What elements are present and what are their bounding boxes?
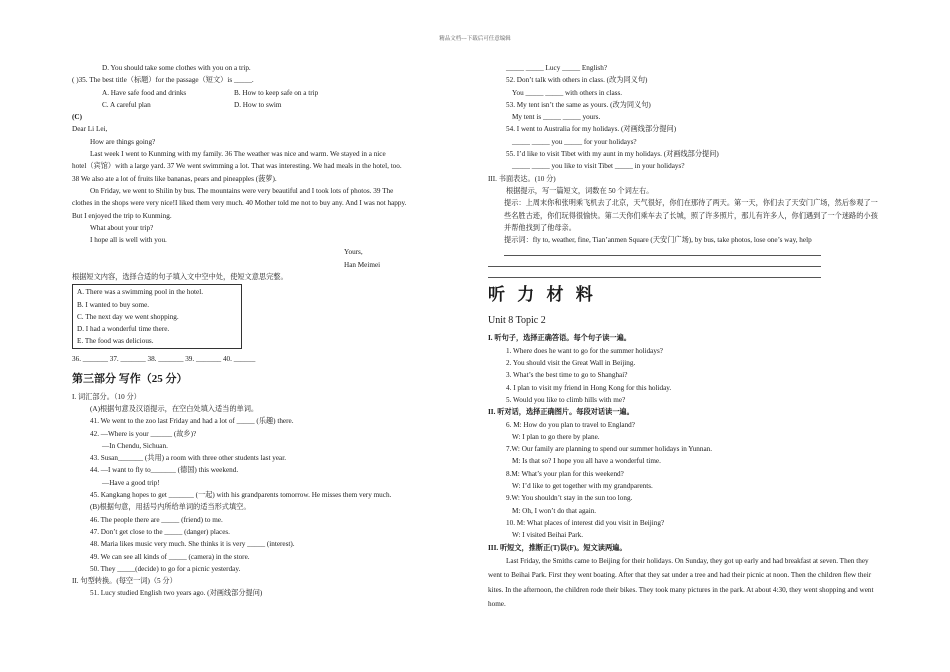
answer-line (488, 268, 821, 278)
listening-passage: Last Friday, the Smiths came to Beijing for their holidays. On Sunday, they got up early and had breakfast at seven. Then they went to Beihai Park. First they went boating. After that they sat under a tree and had their picnic at noon. Then the children flew their kites. In the afternoon, the children rode their bikes. They took many pictures in the park. At about 4:30, they went shopping and went home. (488, 556, 874, 609)
hint-words: 提示词：fly to, weather, fine, Tian’anmen Square (天安门广场), by bus, take photos, lose one’s way, help (504, 236, 812, 245)
text-line: hotel（宾馆）with a large yard. 37 We went swimming a lot. That was interesting. We had meals in the hotel, too. (72, 162, 402, 171)
option-row (72, 99, 464, 111)
text-line: 8.M: What’s your plan for this weekend? (506, 469, 624, 478)
text-line: 根据提示，写一篇短文，词数在 50 个词左右。 (506, 186, 654, 195)
part3-title: 第三部分 写作（25 分） (72, 372, 188, 385)
text-line: W: I’d like to get together with my grandparents. (512, 482, 653, 491)
unit-title: Unit 8 Topic 2 (488, 315, 546, 327)
text-line: (C) (72, 113, 82, 122)
option-text: A. Have safe food and drinks (102, 88, 187, 97)
text-line: W: I visited Beihai Park. (512, 531, 583, 540)
text-line: 6. M: How do you plan to travel to England? (506, 420, 635, 429)
option-text: C. A careful plan (102, 100, 151, 109)
text-line: W: I plan to go there by plane. (512, 432, 600, 441)
text-line: 42. —Where is your ______ (故乡)? (90, 429, 197, 438)
text-line: How are things going? (90, 137, 156, 146)
text-line: Dear Li Lei, (72, 125, 108, 134)
sentence-transform-section (488, 62, 880, 197)
text-line: (A)根据句意及汉语提示，在空白处填入适当的单词。 (90, 404, 259, 413)
text-line: 41. We went to the zoo last Friday and had a lot of _____ (乐趣) there. (90, 417, 294, 426)
text-line: 44. —I want to fly to_______ (德国) this weekend. (90, 466, 239, 475)
text-line: _____ _____ Lucy _____ English? (506, 64, 608, 72)
option-text: B. How to keep safe on a trip (234, 88, 319, 97)
text-line: clothes in the shops were very nice!I liked them very much. 40 Mother told me not to buy any. And I was not happy. (72, 199, 407, 208)
text-line: 46. The people there are _____ (friend) to me. (90, 515, 223, 524)
text-line: 4. I plan to visit my friend in Hong Kong for this holiday. (506, 383, 672, 392)
text-line: 9.W: You shouldn’t stay in the sun too long. (506, 494, 633, 503)
text-line: 53. My tent isn’t the same as yours. (改为同义句) (506, 100, 651, 109)
text-line: D. You should take some clothes with you on a trip. (102, 64, 251, 72)
option-sentence: D. I had a wonderful time there. (77, 324, 170, 333)
text-line: On Friday, we went to Shilin by bus. The mountains were very beautiful and I took lots of photos. 39 The (90, 186, 394, 195)
option-text: D. How to swim (234, 100, 282, 109)
text-line: 3. What’s the best time to go to Shanghai? (506, 371, 628, 380)
text-line: 48. Maria likes music very much. She thinks it is very _____ (interest). (90, 540, 295, 549)
text-line: I. 听句子，选择正确答语。每个句子读一遍。 (488, 334, 631, 343)
text-line: 50. They _____(decide) to go for a picnic yesterday. (90, 564, 241, 573)
text-line: My tent is _____ _____ yours. (512, 113, 601, 122)
text-line: Last week I went to Kunming with my family. 36 The weather was nice and warm. We stayed in a nice (90, 150, 386, 159)
text-line: 43. Susan_______ (共用) a room with three other students last year. (90, 454, 287, 463)
text-line: 2. You should visit the Great Wall in Beijing. (506, 359, 636, 368)
text-line: Yours, (344, 248, 363, 257)
text-line: 52. Don’t talk with others in class. (改为同义句) (506, 76, 648, 85)
listening-title: 听 力 材 料 (488, 285, 597, 305)
text-line: M: Is that so? I hope you all have a wonderful time. (512, 457, 661, 466)
text-line: 1. Where does he want to go for the summer holidays? (506, 346, 663, 355)
option-sentence: C. The next day we went shopping. (77, 312, 179, 321)
option-row (72, 87, 464, 99)
text-line: 47. Don’t get close to the _____ (danger) places. (90, 527, 230, 536)
text-line: 45. Kangkang hopes to get _______ (一起) with his grandparents tomorrow. He misses them very much. (90, 491, 392, 500)
text-line: Han Meimei (344, 260, 381, 269)
text-line: I. 词汇部分。（10 分） (72, 392, 141, 401)
answer-line (488, 257, 821, 267)
text-line: 54. I went to Australia for my holidays. (对画线部分提问) (506, 125, 677, 134)
text-line: 根据短文内容，选择合适的句子填入文中空中处，使短文意思完整。 (72, 273, 288, 282)
text-line: 55. I’d like to visit Tibet with my aunt in my holidays. (对画线部分提问) (506, 150, 719, 159)
text-line: II. 听对话，选择正确图片。每段对话读一遍。 (488, 408, 634, 417)
right-column (488, 62, 880, 612)
text-line: ( )35. The best title（标题）for the passage（短文）is _____. (72, 76, 254, 85)
text-line: _____ _____ you like to visit Tibet _____ in your holidays? (512, 162, 685, 171)
answer-line (504, 246, 821, 256)
text-line: —Have a good trip! (102, 478, 160, 487)
text-line: 49. We can see all kinds of _____ (camera) in the store. (90, 552, 250, 561)
text-line: I hope all is well with you. (90, 236, 167, 245)
answer-blanks: 36. _______ 37. _______ 38. _______ 39. _______ 40. ______ (72, 355, 256, 364)
text-line: What about your trip? (90, 223, 154, 232)
writing-section (72, 391, 464, 600)
text-line: 38 We also ate a lot of fruits like bananas, pears and pineapples (菠萝). (72, 174, 277, 183)
options-box (72, 284, 242, 349)
text-line: _____ _____ you _____ for your holidays? (512, 137, 637, 146)
text-line: 5. Would you like to climb hills with me? (506, 395, 626, 404)
listening-section (488, 332, 880, 553)
reading-section (72, 62, 464, 283)
text-line: III. 听短文，推断正(T)误(F)。短文读两遍。 (488, 543, 627, 552)
text-line: III. 书面表达。(10 分) (488, 174, 556, 183)
option-sentence: A. There was a swimming pool in the hotel. (77, 288, 204, 297)
text-line: 51. Lucy studied English two years ago. (对画线部分提问) (90, 589, 263, 598)
text-line: You _____ _____ with others in class. (512, 88, 623, 97)
page-header: 精品文档---下载后可任意编辑 (439, 36, 511, 42)
writing-hint: 提示：上周末你和张明乘飞机去了北京，天气很好，你们在那待了两天。第一天，你们去了天安门广场，然后参观了一些名胜古迹，你们玩得很愉快。第二天你们乘车去了长城，照了许多照片，那儿有许多人，你们遇到了一个迷路的小孩并帮他找到了他母亲。 (504, 199, 878, 232)
option-sentence: E. The food was delicious. (77, 337, 154, 346)
text-line: But I enjoyed the trip to Kunming. (72, 211, 172, 220)
text-line: (B)根据句意，用括号内所给单词的适当形式填空。 (90, 503, 251, 512)
text-line: 10. M: What places of interest did you visit in Beijing? (506, 518, 665, 527)
text-line: —In Chendu, Sichuan. (102, 441, 168, 450)
option-sentence: B. I wanted to buy some. (77, 300, 150, 309)
left-column (72, 62, 464, 600)
text-line: 7.W: Our family are planning to spend our summer holidays in Yunnan. (506, 445, 713, 454)
text-line: M: Oh, I won’t do that again. (512, 506, 597, 515)
text-line: II. 句型转换。(每空一词)（5 分） (72, 577, 177, 586)
